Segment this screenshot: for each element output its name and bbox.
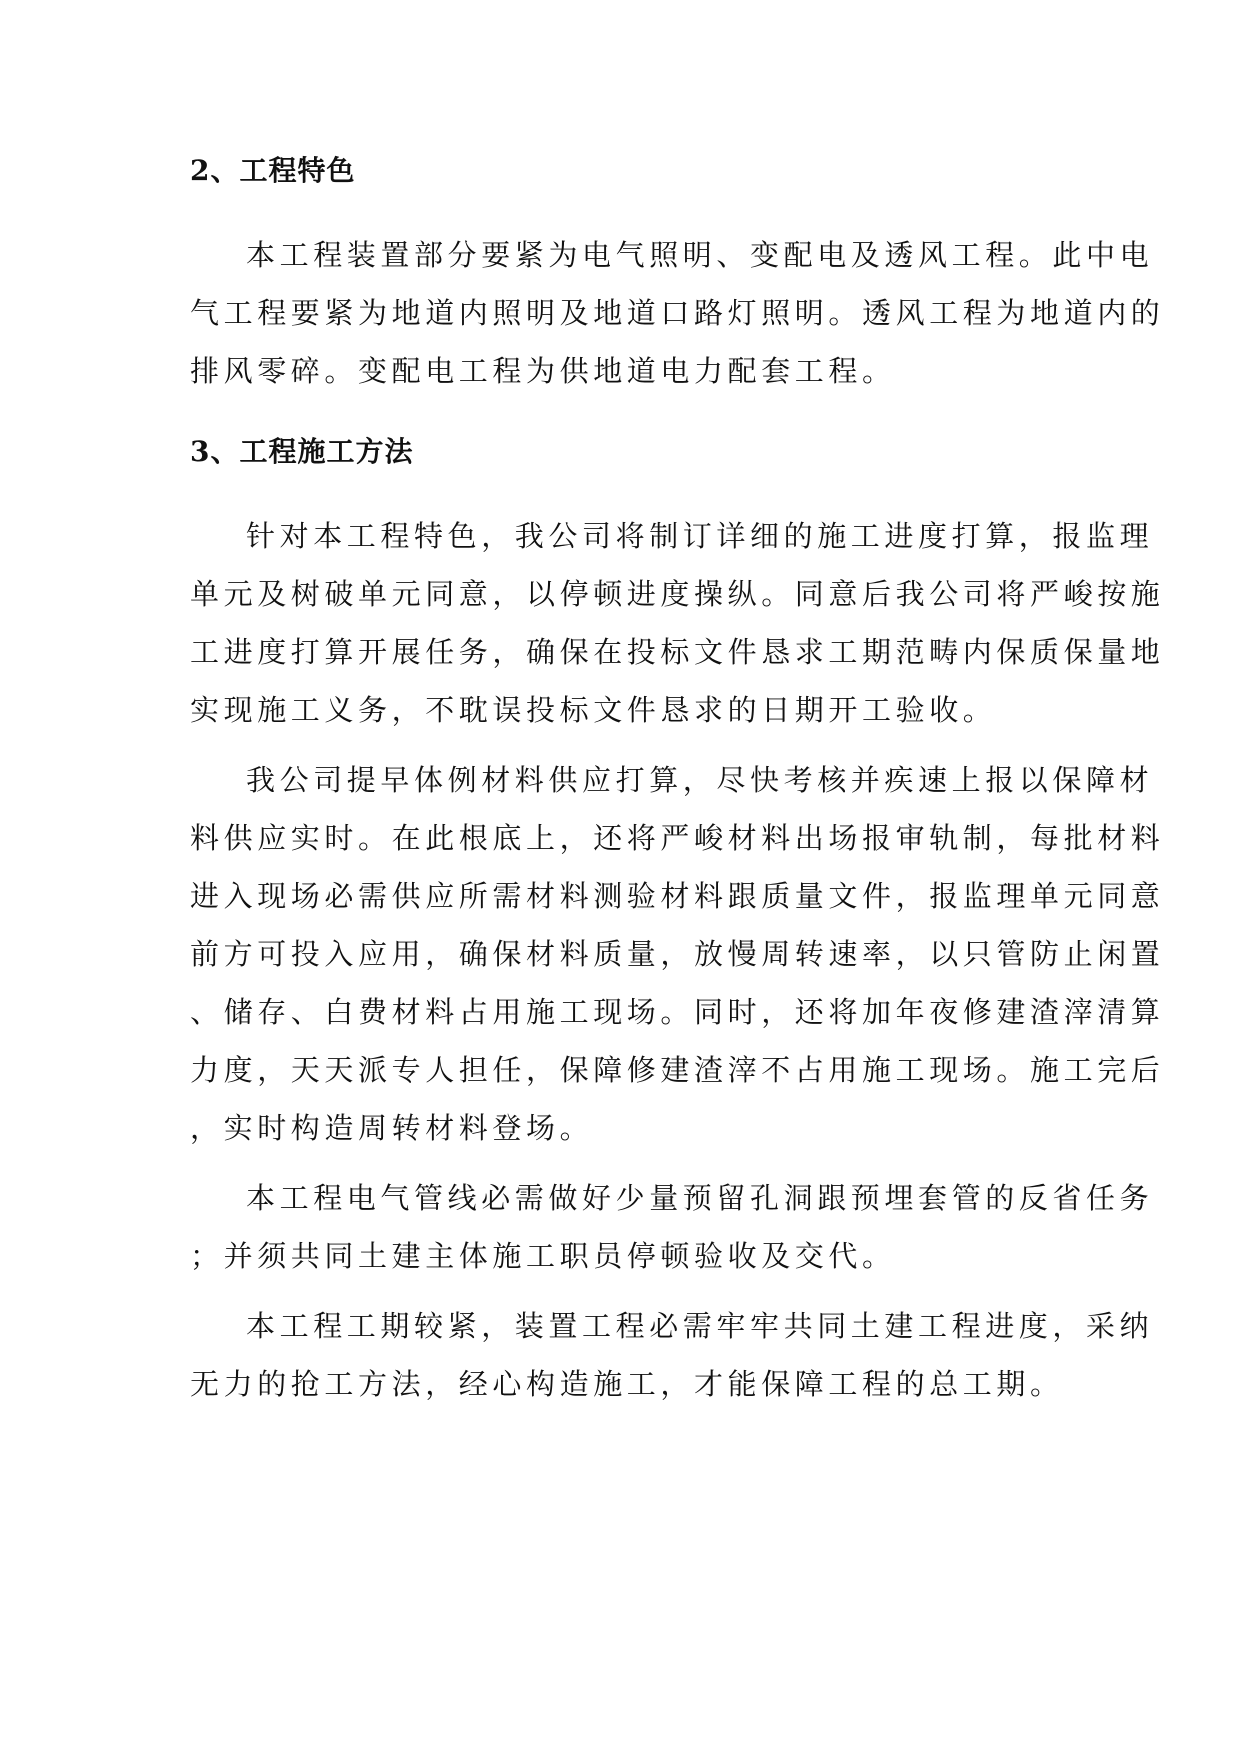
paragraph-line: ，实时构造周转材料登场。 bbox=[190, 1111, 594, 1145]
paragraph-line: 气工程要紧为地道内照明及地道口路灯照明。透风工程为地道内的 bbox=[190, 296, 1165, 330]
paragraph-line: 本工程电气管线必需做好少量预留孔洞跟预埋套管的反省任务 bbox=[246, 1181, 1154, 1215]
paragraph-line: 工进度打算开展任务，确保在投标文件恳求工期范畴内保质保量地 bbox=[190, 635, 1165, 669]
paragraph-line: 无力的抢工方法，经心构造施工，才能保障工程的总工期。 bbox=[190, 1367, 1064, 1401]
paragraph-line: 实现施工义务，不耽误投标文件恳求的日期开工验收。 bbox=[190, 693, 997, 727]
paragraph-line: 本工程装置部分要紧为电气照明、变配电及透风工程。此中电 bbox=[246, 238, 1154, 272]
section-heading-3: 3、工程施工方法 bbox=[190, 435, 414, 468]
paragraph-line: 针对本工程特色，我公司将制订详细的施工进度打算，报监理 bbox=[246, 519, 1154, 553]
paragraph-line: 单元及树破单元同意，以停顿进度操纵。同意后我公司将严峻按施 bbox=[190, 577, 1165, 611]
paragraph-line: 、储存、白费材料占用施工现场。同时，还将加年夜修建渣滓清算 bbox=[190, 995, 1165, 1029]
paragraph-line: 料供应实时。在此根底上，还将严峻材料出场报审轨制，每批材料 bbox=[190, 821, 1165, 855]
section-heading-2: 2、工程特色 bbox=[190, 154, 356, 187]
paragraph-line: 力度，天天派专人担任，保障修建渣滓不占用施工现场。施工完后 bbox=[190, 1053, 1165, 1087]
paragraph-line: 排风零碎。变配电工程为供地道电力配套工程。 bbox=[190, 354, 896, 388]
paragraph-line: 前方可投入应用，确保材料质量，放慢周转速率，以只管防止闲置 bbox=[190, 937, 1165, 971]
paragraph-line: 进入现场必需供应所需材料测验材料跟质量文件，报监理单元同意 bbox=[190, 879, 1165, 913]
paragraph-line: 本工程工期较紧，装置工程必需牢牢共同土建工程进度，采纳 bbox=[246, 1309, 1154, 1343]
paragraph-line: ；并须共同土建主体施工职员停顿验收及交代。 bbox=[190, 1239, 896, 1273]
paragraph-line: 我公司提早体例材料供应打算，尽快考核并疾速上报以保障材 bbox=[246, 763, 1154, 797]
